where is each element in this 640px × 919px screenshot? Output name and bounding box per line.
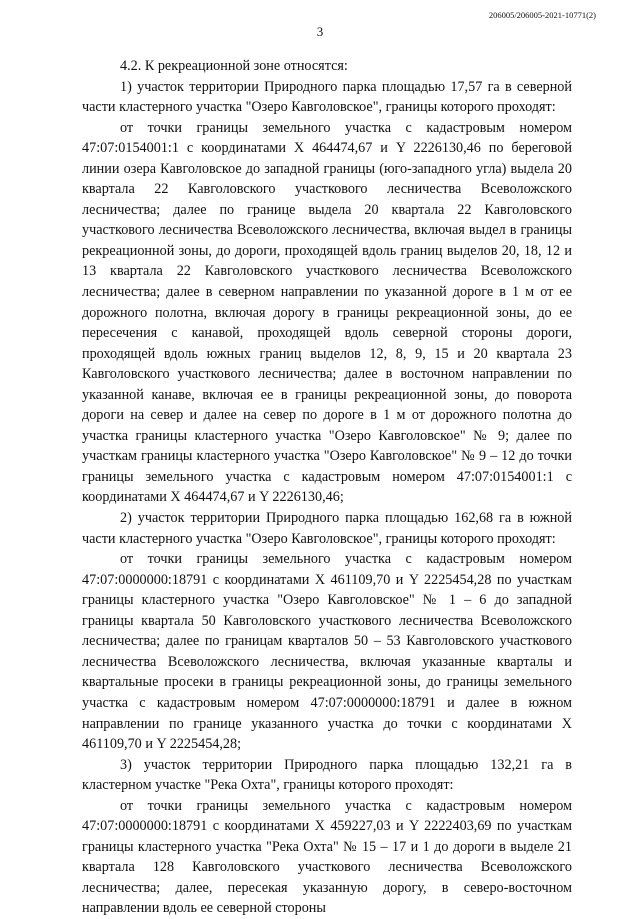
item-2-boundary-text: от точки границы земельного участка с кадастровым номером 47:07:0000000:18791 с координатами X 461109,70 и Y 2225454,28 по участкам границы кластерного участка "Озеро Кавголовское" № 1 – 6 до западной границы квартала 50 Кавголовского участкового лесничества Всеволожского лесничества; далее по границам кварталов 50 – 53 Кавголовского участкового лесничества Всеволожского лесничества, включая указанные кварталы и квартальные просеки в границы рекреационной зоны, до границы земельного участка с кадастровым номером 47:07:0000000:18791 и далее в южном направлении по границе указанного участка до точки с координатами X 461109,70 и Y 2225454,28; — [82, 551, 572, 753]
item-3-boundary-text: от точки границы земельного участка с кадастровым номером 47:07:0000000:18791 с координатами X 459227,03 и Y 2222403,69 по участкам границы кластерного участка "Река Охта" № 15 – 17 и 1 до дороги в выделе 21 квартала 128 Кавголовского участкового лесничества Всеволожского лесничества; далее, пересекая указанную дорогу, в северо-восточном направлении вдоль ее северной стороны — [82, 797, 572, 917]
item-3-intro: 3) участок территории Природного парка площадью 132,21 га в кластерном участке "Река Охта", границы которого проходят: — [82, 756, 572, 794]
document-body — [82, 56, 572, 919]
item-2-intro: 2) участок территории Природного парка площадью 162,68 га в южной части кластерного участка "Озеро Кавголовское", границы которого проходят: — [82, 510, 572, 547]
section-heading: 4.2. К рекреационной зоне относятся: — [120, 58, 348, 74]
document-id: 206005/206005-2021-10771(2) — [488, 10, 596, 20]
page-number: 3 — [316, 24, 324, 39]
item-1-boundary-text: от точки границы земельного участка с кадастровым номером 47:07:0154001:1 с координатами X 464474,67 и Y 2226130,46 по береговой линии озера Кавголовское до западной границы (юго-западного угла) выдела 20 квартала 22 Кавголовского участкового лесничества Всеволожского лесничества; далее по границе выдела 20 квартала 22 Кавголовского участкового лесничества Всеволожского лесничества, включая выдел в границы рекреационной зоны, до дороги, проходящей вдоль границ выделов 20, 18, 12 и 13 квартала 22 Кавголовского участкового лесничества Всеволожского лесничества; далее в северном направлении по указанной дороге в 1 м от ее дорожного полотна, включая дорогу в границы рекреационной зоны, до ее пересечения с канавой, проходящей вдоль северной стороны дороги, проходящей вдоль южных границ выделов 12, 8, 9, 15 и 20 квартала 23 Кавголовского участкового лесничества; далее в восточном направлении по указанной канаве, включая ее в границы рекреационной зоны, до поворота дороги на север и далее на север по дороге в 1 м от дорожного полотна до участка границы кластерного участка "Озеро Кавголовское" № 9; далее по участкам границы кластерного участка "Озеро Кавголовское" № 9 – 12 до точки границы земельного участка с кадастровым номером 47:07:0154001:1 с координатами X 464474,67 и Y 2226130,46; — [82, 119, 572, 506]
item-1-intro: 1) участок территории Природного парка площадью 17,57 га в северной части кластерного участка "Озеро Кавголовское", границы которого проходят: — [82, 78, 572, 116]
